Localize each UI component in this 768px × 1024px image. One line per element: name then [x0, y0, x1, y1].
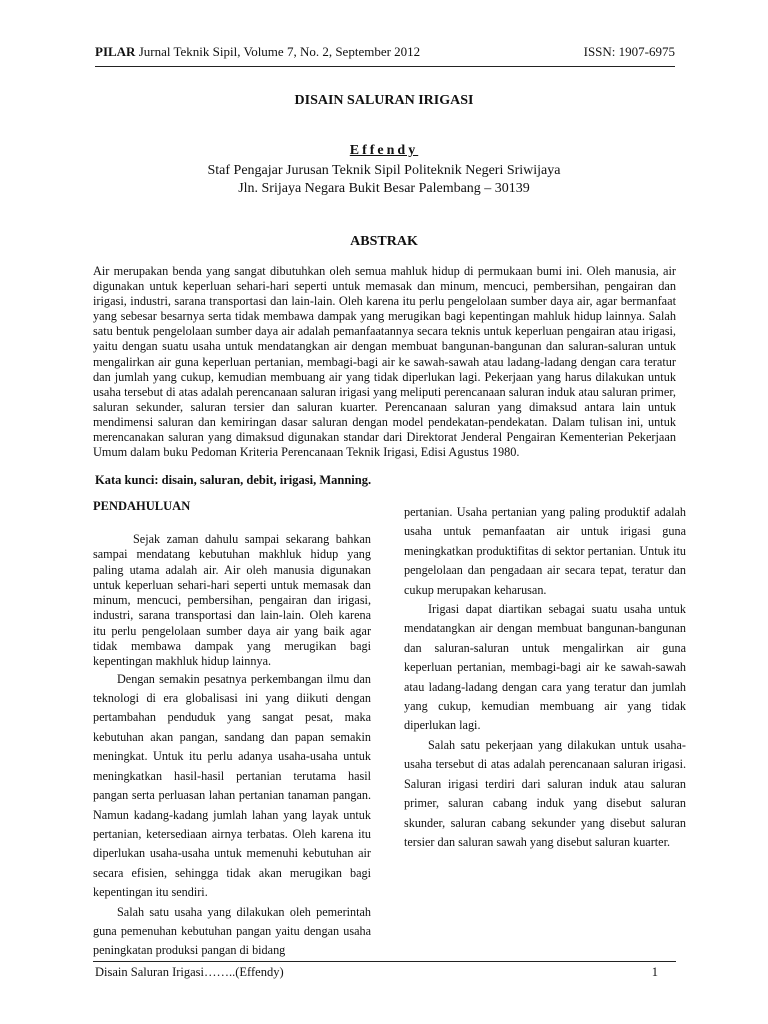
footer-citation: Disain Saluran Irigasi……..(Effendy) [95, 965, 284, 979]
paper-title: DISAIN SALURAN IRIGASI [294, 93, 474, 108]
paragraph: Salah satu pekerjaan yang dilakukan untuk usaha-usaha tersebut di atas adalah perencanaan saluran irigasi. Saluran irigasi terdiri dari saluran induk atau saluran primer, saluran cabang induk yang disebut saluran skunder, saluran cabang sekunder yang disebut saluran tersier dan saluran sawah yang disebut saluran kuarter. [404, 737, 686, 849]
running-footer [95, 965, 658, 980]
paragraph: Salah satu usaha yang dilakukan oleh pemerintah guna pemenuhan kebutuhan pangan yaitu dengan usaha peningkatan produksi pangan di bidang [93, 904, 371, 958]
right-column [404, 503, 686, 852]
header-divider [95, 66, 675, 67]
issn: ISSN: 1907-6975 [583, 44, 675, 59]
paragraph: Irigasi dapat diartikan sebagai suatu usaha untuk mendatangkan air dengan membuat bangunan-bangunan dan saluran-saluran untuk mengalirkan air guna keperluan pertanian, membagi-bagi air ke sawah-sawah atau ladang-ladang dengan cara yang teratur dan jumlah yang cukup, kemudian membuang air yang tidak diperlukan lagi. [404, 602, 686, 733]
journal-brand: PILAR [95, 44, 136, 59]
affiliation-line-2: Jln. Srijaya Negara Bukit Besar Palembang – 30139 [238, 181, 530, 196]
footer-divider [93, 961, 676, 962]
paragraph: pertanian. Usaha pertanian yang paling produktif adalah usaha untuk pemanfaatan air untuk irigasi guna meningkatkan produktifitas di sektor pertanian. Untuk itu pengelolaan dan pengadaan air secara tepat, teratur dan cukup merupakan keharusan. [404, 505, 686, 597]
author-name: Effendy [349, 143, 419, 158]
journal-citation [95, 44, 420, 60]
journal-info: Jurnal Teknik Sipil, Volume 7, No. 2, September 2012 [135, 44, 421, 59]
abstract-text: Air merupakan benda yang sangat dibutuhkan oleh semua mahluk hidup di permukaan bumi ini. Oleh manusia, air digunakan untuk keperluan sehari-hari seperti untuk memasak dan minum, mencuci, pembersihan, pengairan dan irigasi, industri, sarana transportasi dan lain-lain. Oleh karena itu perlu pengelolaan sumber daya air, agar bermanfaat yang sebesar besarnya serta tidak membawa dampak yang merugikan bagi kepentingan mahluk hidup lainnya. Salah satu bentuk pengelolaan sumber daya air adalah pemanfaatannya secara teknis untuk keperluan pengairan atau irigasi, yaitu dengan suatu usaha untuk mendatangkan air dengan membuat bangunan-bangunan dan saluran-saluran untuk mengalirkan air guna keperluan pertanian, membagi-bagi air ke sawah-sawah atau ladang-ladang dengan cara teratur dan jumlah yang cukup, kemudian membuang air yang tidak diperlukan lagi. Pekerjaan yang harus dilakukan untuk usaha tersebut di atas adalah perencanaan saluran irigasi yang meliputi perencanaan saluran induk atau saluran primer, saluran sekunder, saluran tersier dan saluran kuarter. Perencanaan saluran yang dimaksud antara lain untuk mendimensi saluran dan kemiringan dasar saluran dengan model pendekatan-pendekatan. Dalam tulisan ini, untuk merencanakan saluran yang dimaksud digunakan standar dari Direktorat Jenderal Pengairan Kementerian Pekerjaan Umum dalam buku Pedoman Kriteria Perencanaan Teknik Irigasi, Edisi Agustus 1980. [93, 264, 676, 460]
running-header [95, 44, 675, 60]
section-heading: PENDAHULUAN [93, 499, 191, 513]
abstract-heading: ABSTRAK [350, 234, 418, 249]
paragraph: Dengan semakin pesatnya perkembangan ilmu dan teknologi di era globalisasi ini yang diikuti dengan pertambahan penduduk yang sangat pesat, maka kebutuhan akan pangan, sandang dan papan semakin meningkat. Untuk itu perlu adanya usaha-usaha untuk meningkatkan hasil-hasil pertanian terutama hasil pangan serta perluasan lahan pertanian tanaman pangan. Namun kadang-kadang jumlah lahan yang layak untuk pertanian, ketersediaan airnya terbatas. Oleh karena itu diperlukan usaha-usaha untuk memenuhi kebutuhan air secara efisien, sehingga tidak akan merugikan bagi kepentingan itu sendiri. [93, 671, 371, 900]
paragraph: Sejak zaman dahulu sampai sekarang bahkan sampai mendatang kebutuhan makhluk hidup yang paling utama adalah air. Air oleh manusia digunakan untuk keperluan sehari-hari seperti untuk memasak dan minum, mencuci, pembersihan, pengairan dan irigasi, industri, sarana transportasi dan lain-lain. Oleh karena itu perlu pengelolaan sumber daya air yang baik agar tidak membawa dampak yang merugikan bagi kepentingan makhluk hidup lainnya. [93, 532, 371, 669]
left-column [93, 499, 371, 961]
page-number: 1 [651, 965, 658, 979]
keywords: Kata kunci: disain, saluran, debit, irigasi, Manning. [95, 473, 372, 487]
affiliation-line-1: Staf Pengajar Jurusan Teknik Sipil Politeknik Negeri Sriwijaya [207, 163, 561, 178]
